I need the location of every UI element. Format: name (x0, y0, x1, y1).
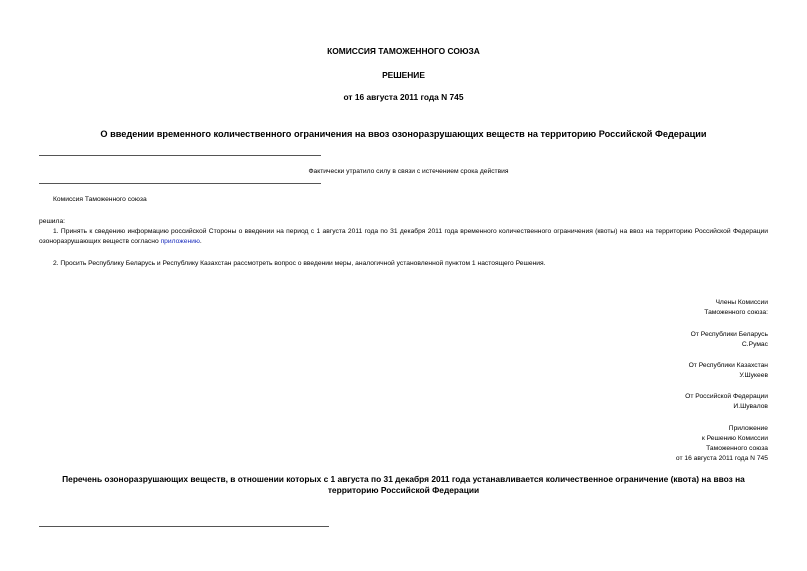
appendix-header (676, 424, 768, 464)
signature-belarus (691, 330, 768, 350)
signature-kazakhstan (689, 361, 768, 381)
signature-country: От Российской Федерации (685, 393, 768, 400)
organization-heading: КОМИССИЯ ТАМОЖЕННОГО СОЮЗА (327, 46, 480, 56)
decided-text: решила: (39, 218, 66, 225)
status-note: Фактически утратило силу в связи с истечением срока действия (308, 168, 509, 175)
appendix-link[interactable]: приложению (160, 237, 200, 245)
signature-russia (685, 392, 768, 412)
appendix-line: Приложение (728, 425, 768, 432)
signature-name: С.Румас (741, 341, 768, 348)
signature-name: И.Шувалов (733, 403, 768, 410)
document-type-heading: РЕШЕНИЕ (382, 70, 425, 80)
appendix-line: от 16 августа 2011 года N 745 (675, 455, 768, 462)
members-label: Таможенного союза: (704, 309, 768, 316)
signature-name: У.Шукеев (739, 372, 768, 379)
document-date-number: от 16 августа 2011 года N 745 (343, 92, 464, 102)
signature-country: От Республики Казахстан (688, 362, 768, 369)
decision-item-1 (39, 227, 768, 246)
list-title (0, 474, 807, 496)
decision-item-2: 2. Просить Республику Беларусь и Республику Казахстан рассмотреть вопрос о введении меры, аналогичной установленной пунктом 1 настоящего Решения. (53, 260, 546, 267)
separator-line (39, 526, 329, 527)
members-label: Члены Комиссии (715, 299, 768, 306)
document-title: О введении временного количественного ограничения на ввоз озоноразрушающих веществ на территорию Российской Федерации (100, 129, 707, 139)
list-title-line: территорию Российской Федерации (327, 485, 480, 495)
decision-item-1-end: . (199, 237, 202, 245)
list-title-line: Перечень озоноразрушающих веществ, в отношении которых с 1 августа по 31 декабря 2011 года устанавливается количественное ограничение (квота) на ввоз на (62, 474, 745, 484)
signature-country: От Республики Беларусь (690, 331, 768, 338)
separator-line (39, 155, 321, 156)
signatures-block (704, 298, 768, 318)
appendix-line: к Решению Комиссии (701, 435, 768, 442)
separator-line (39, 183, 321, 184)
decision-item-1-text: 1. Принять к сведению информацию российской Стороны о введении на период с 1 августа 2011 года по 31 декабря 2011 года временного количественного ограничения (квоты) на ввоз на территорию Российской Федерации озоноразрушающих веществ согласно (39, 228, 768, 245)
appendix-line: Таможенного союза (706, 445, 768, 452)
issuer-text: Комиссия Таможенного союза (53, 196, 147, 203)
